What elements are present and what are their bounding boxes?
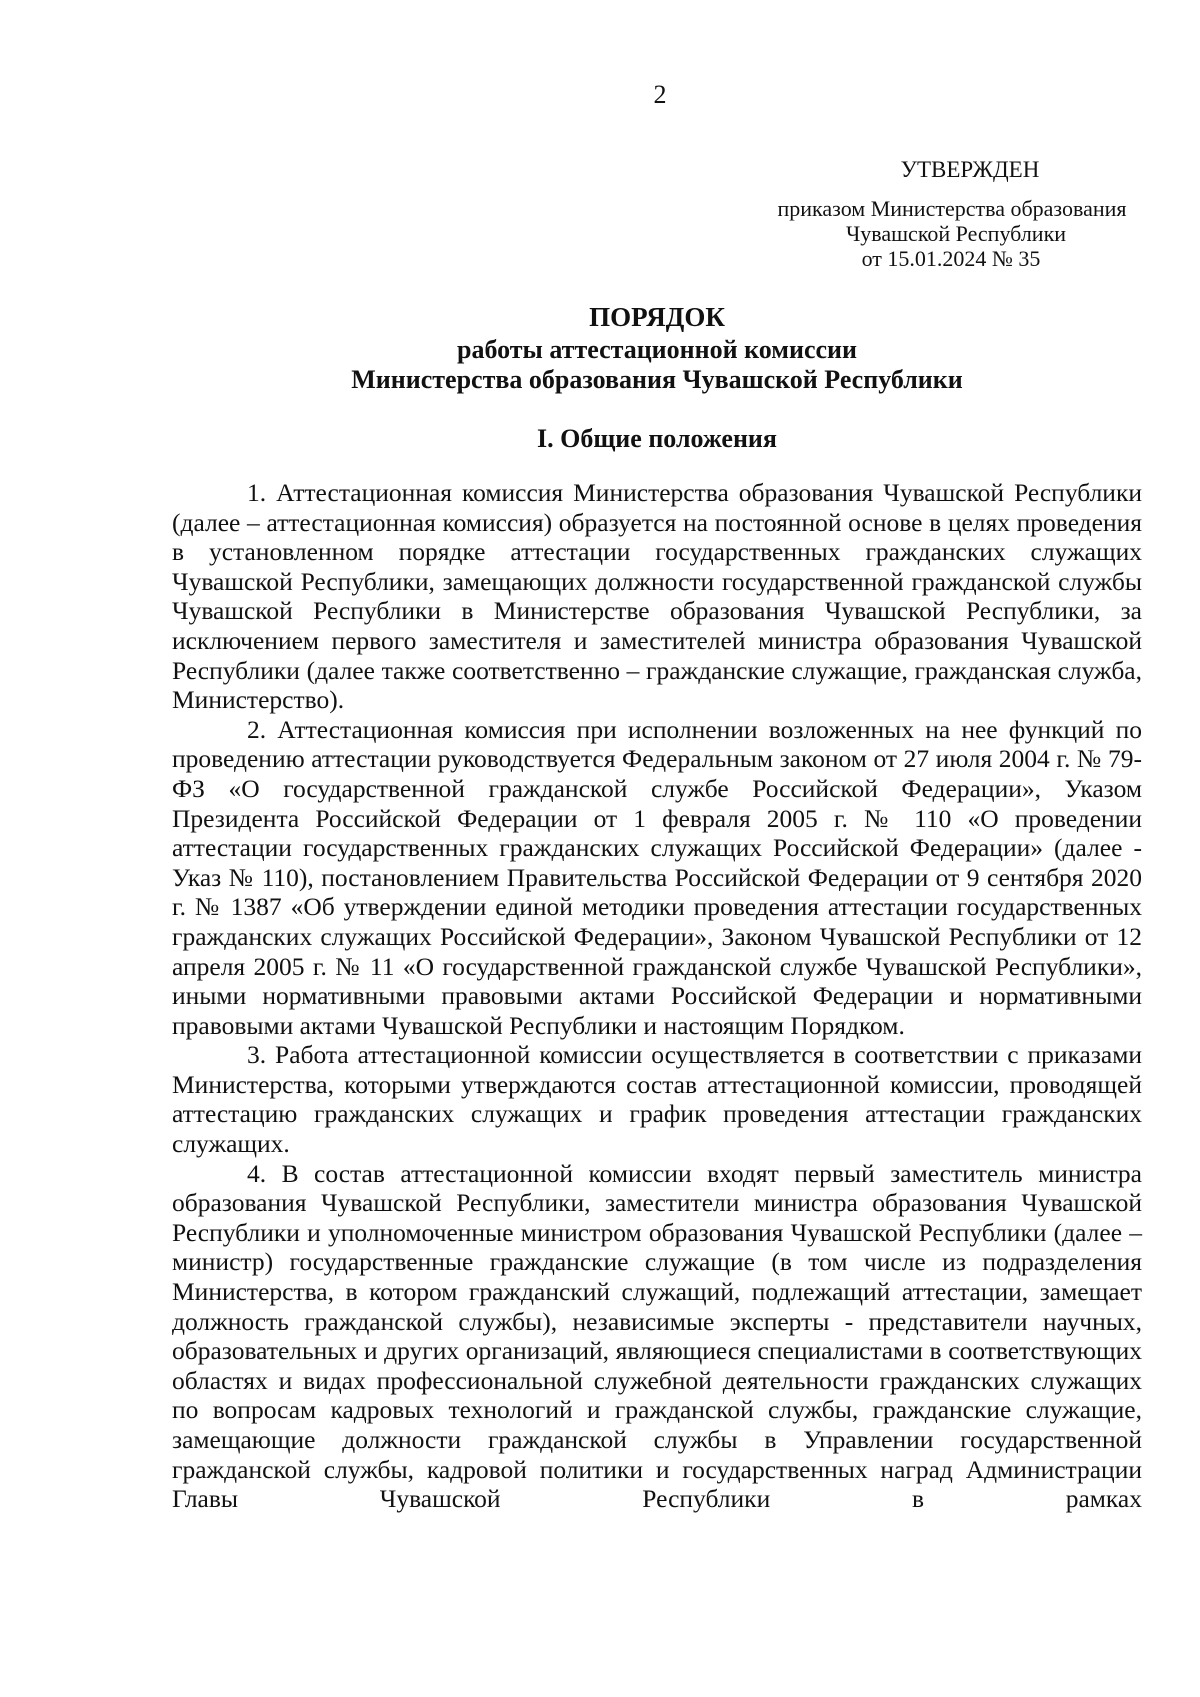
title-line-ministry: Министерства образования Чувашской Республики xyxy=(351,365,963,394)
page-number: 2 xyxy=(653,80,667,109)
approval-line-republic: Чувашской Республики xyxy=(845,221,1067,246)
document-body xyxy=(172,478,1142,1514)
approval-line-order: приказом Министерства образования xyxy=(777,196,1127,221)
paragraph-1: 1. Аттестационная комиссия Министерства образования Чувашской Республики (далее – аттестационная комиссия) образуется на постоянной основе в целях проведения в установленном порядке аттестации государственных гражданских служащих Чувашской Республики, замещающих должности государственной гражданской службы Чувашской Республики в Министерстве образования Чувашской Республики, за исключением первого заместителя и заместителей министра образования Чувашской Республики (далее также соответственно – гражданские служащие, гражданская служба, Министерство). xyxy=(172,478,1142,715)
title-main: ПОРЯДОК xyxy=(589,302,725,332)
approval-word: УТВЕРЖДЕН xyxy=(900,157,1040,182)
paragraph-3: 3. Работа аттестационной комиссии осуществляется в соответствии с приказами Министерства, которыми утверждаются состав аттестационной комиссии, проводящей аттестацию гражданских служащих и график проведения аттестации гражданских служащих. xyxy=(172,1040,1142,1159)
paragraph-4: 4. В состав аттестационной комиссии входят первый заместитель министра образования Чувашской Республики, заместители министра образования Чувашской Республики и уполномоченные министром образования Чувашской Республики (далее – министр) государственные гражданские служащие (в том числе из подразделения Министерства, в котором гражданский служащий, подлежащий аттестации, замещает должность гражданской службы), независимые эксперты - представители научных, образовательных и других организаций, являющиеся специалистами в соответствующих областях и видах профессиональной служебной деятельности гражданских служащих по вопросам кадровых технологий и гражданской службы, гражданские служащие, замещающие должности гражданской службы в Управлении государственной гражданской службы, кадровой политики и государственных наград Администрации Главы Чувашской Республики в рамках xyxy=(172,1158,1142,1514)
approval-line-date: от 15.01.2024 № 35 xyxy=(861,246,1041,271)
approval-stamp xyxy=(777,157,1140,271)
section-heading: I. Общие положения xyxy=(537,424,777,453)
document-title xyxy=(172,302,1142,395)
paragraph-2: 2. Аттестационная комиссия при исполнении возложенных на нее функций по проведению аттестации руководствуется Федеральным законом от 27 июля 2004 г. № 79-ФЗ «О государственной гражданской службе Российской Федерации», Указом Президента Российской Федерации от 1 февраля 2005 г. № 110 «О проведении аттестации государственных гражданских служащих Российской Федерации» (далее - Указ № 110), постановлением Правительства Российской Федерации от 9 сентября 2020 г. № 1387 «Об утверждении единой методики проведения аттестации государственных гражданских служащих Российской Федерации», Законом Чувашской Республики от 12 апреля 2005 г. № 11 «О государственной гражданской службе Чувашской Республики», иными нормативными правовыми актами Российской Федерации и нормативными правовыми актами Чувашской Республики и настоящим Порядком. xyxy=(172,714,1142,1040)
title-line-commission: работы аттестационной комиссии xyxy=(457,335,857,364)
